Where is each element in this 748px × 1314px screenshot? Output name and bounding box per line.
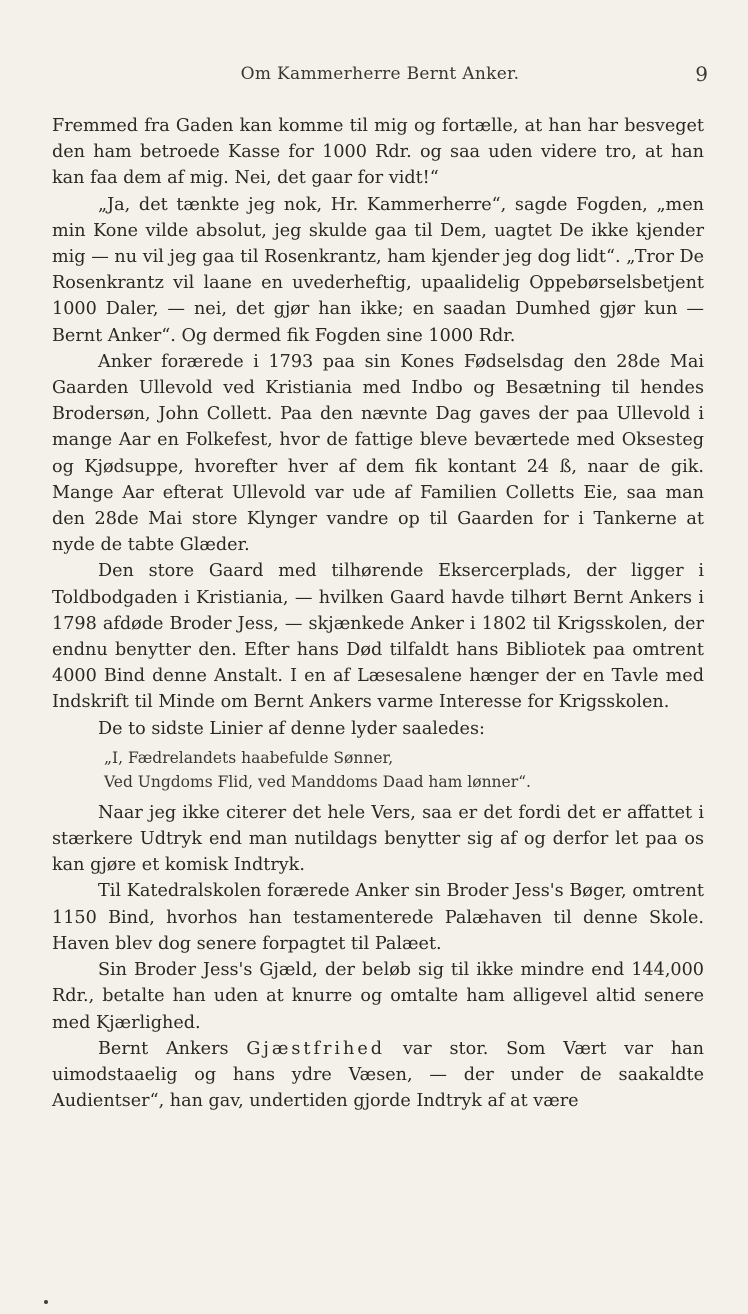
spaced-emphasis: Gjæstfrihed	[246, 1038, 386, 1059]
ink-speck	[44, 1300, 48, 1304]
paragraph-verse-comment: Naar jeg ikke citerer det hele Vers, saa er det fordi det er affattet i stærkere Udtryk end man nutildags benytter sig af og derfor let paa os kan gjøre et komisk Indtryk.	[52, 802, 704, 876]
paragraph-fogden-dialogue: „Ja, det tænkte jeg nok, Hr. Kammerherre“, sagde Fogden, „men min Kone vilde absolut, jeg skulde gaa til Dem, uagtet De ikke kjender mig — nu vil jeg gaa til Rosenkrantz, ham kjender jeg dog lidt“. „Tror De Rosenkrantz vil laane en uvederheftig, upaalidelig Oppebørselsbetjent 1000 Daler, — nei, det gjør han ikke; en saadan Dumhed gjør kun — Bernt Anker“. Og dermed fik Fogden sine 1000 Rdr.	[52, 194, 704, 346]
page-number: 9	[695, 62, 708, 86]
paragraph-verse-intro: De to sidste Linier af denne lyder saaledes:	[98, 718, 485, 739]
paragraph-continuation: Fremmed fra Gaden kan komme til mig og fortælle, at han har besveget den ham betroede Kasse for 1000 Rdr. og saa uden videre tro, at han kan faa dem af mig. Nei, det gaar for vidt!“	[52, 116, 704, 189]
running-title: Om Kammerherre Bernt Anker.	[240, 64, 520, 84]
paragraph-krigsskolen: Den store Gaard med tilhørende Eksercerplads, der ligger i Toldbodgaden i Kristiania, — hvilken Gaard havde tilhørt Bernt Ankers i 1798 afdøde Broder Jess, — skjænkede Anker i 1802 til Krigsskolen, der endnu benytter den. Efter hans Død tilfaldt hans Bibliotek paa omtrent 4000 Bind denne Anstalt. I en af Læsesalene hænger der en Tavle med Indskrift til Minde om Bernt Ankers varme Interesse for Krigsskolen.	[52, 561, 704, 713]
verse-line: Ved Ungdoms Flid, ved Manddoms Daad ham lønner“.	[104, 772, 531, 791]
paragraph-debt: Sin Broder Jess's Gjæld, der beløb sig til ikke mindre end 144,000 Rdr., betalte han uden at knurre og omtalte ham alligevel altid senere med Kjærlighed.	[52, 960, 704, 1033]
text-run: var stor. Som Vært var han uimodstaaelig og hans ydre Væsen, — der under de saakaldte Audientser“, han gav, undertiden gjorde Indtryk af at være	[52, 1038, 704, 1112]
paragraph-katedralskolen: Til Katedralskolen forærede Anker sin Broder Jess's Bøger, omtrent 1150 Bind, hvorhos han testamenterede Palæhaven til denne Skole. Haven blev dog senere forpagtet til Palæet.	[52, 881, 704, 954]
paragraph-ullevold: Anker forærede i 1793 paa sin Kones Fødselsdag den 28de Mai Gaarden Ullevold ved Kristiania med Indbo og Besætning til hendes Brodersøn, John Collett. Paa den nævnte Dag gaves der paa Ullevold i mange Aar en Folkefest, hvor de fattige bleve beværtede med Oksesteg og Kjødsuppe, hvorefter hver af dem fik kontant 24 ß, naar de gik. Mange Aar efterat Ullevold var ude af Familien Colletts Eie, saa man den 28de Mai store Klynger vandre op til Gaarden for i Tankerne at nyde de tabte Glæder.	[52, 351, 704, 556]
text-run: Bernt Ankers	[98, 1038, 247, 1059]
body-text	[52, 113, 704, 1114]
verse-quote	[104, 746, 704, 794]
verse-line: „I, Fædrelandets haabefulde Sønner,	[104, 748, 394, 767]
page-header	[52, 64, 708, 94]
paragraph-hospitality	[52, 1036, 704, 1115]
